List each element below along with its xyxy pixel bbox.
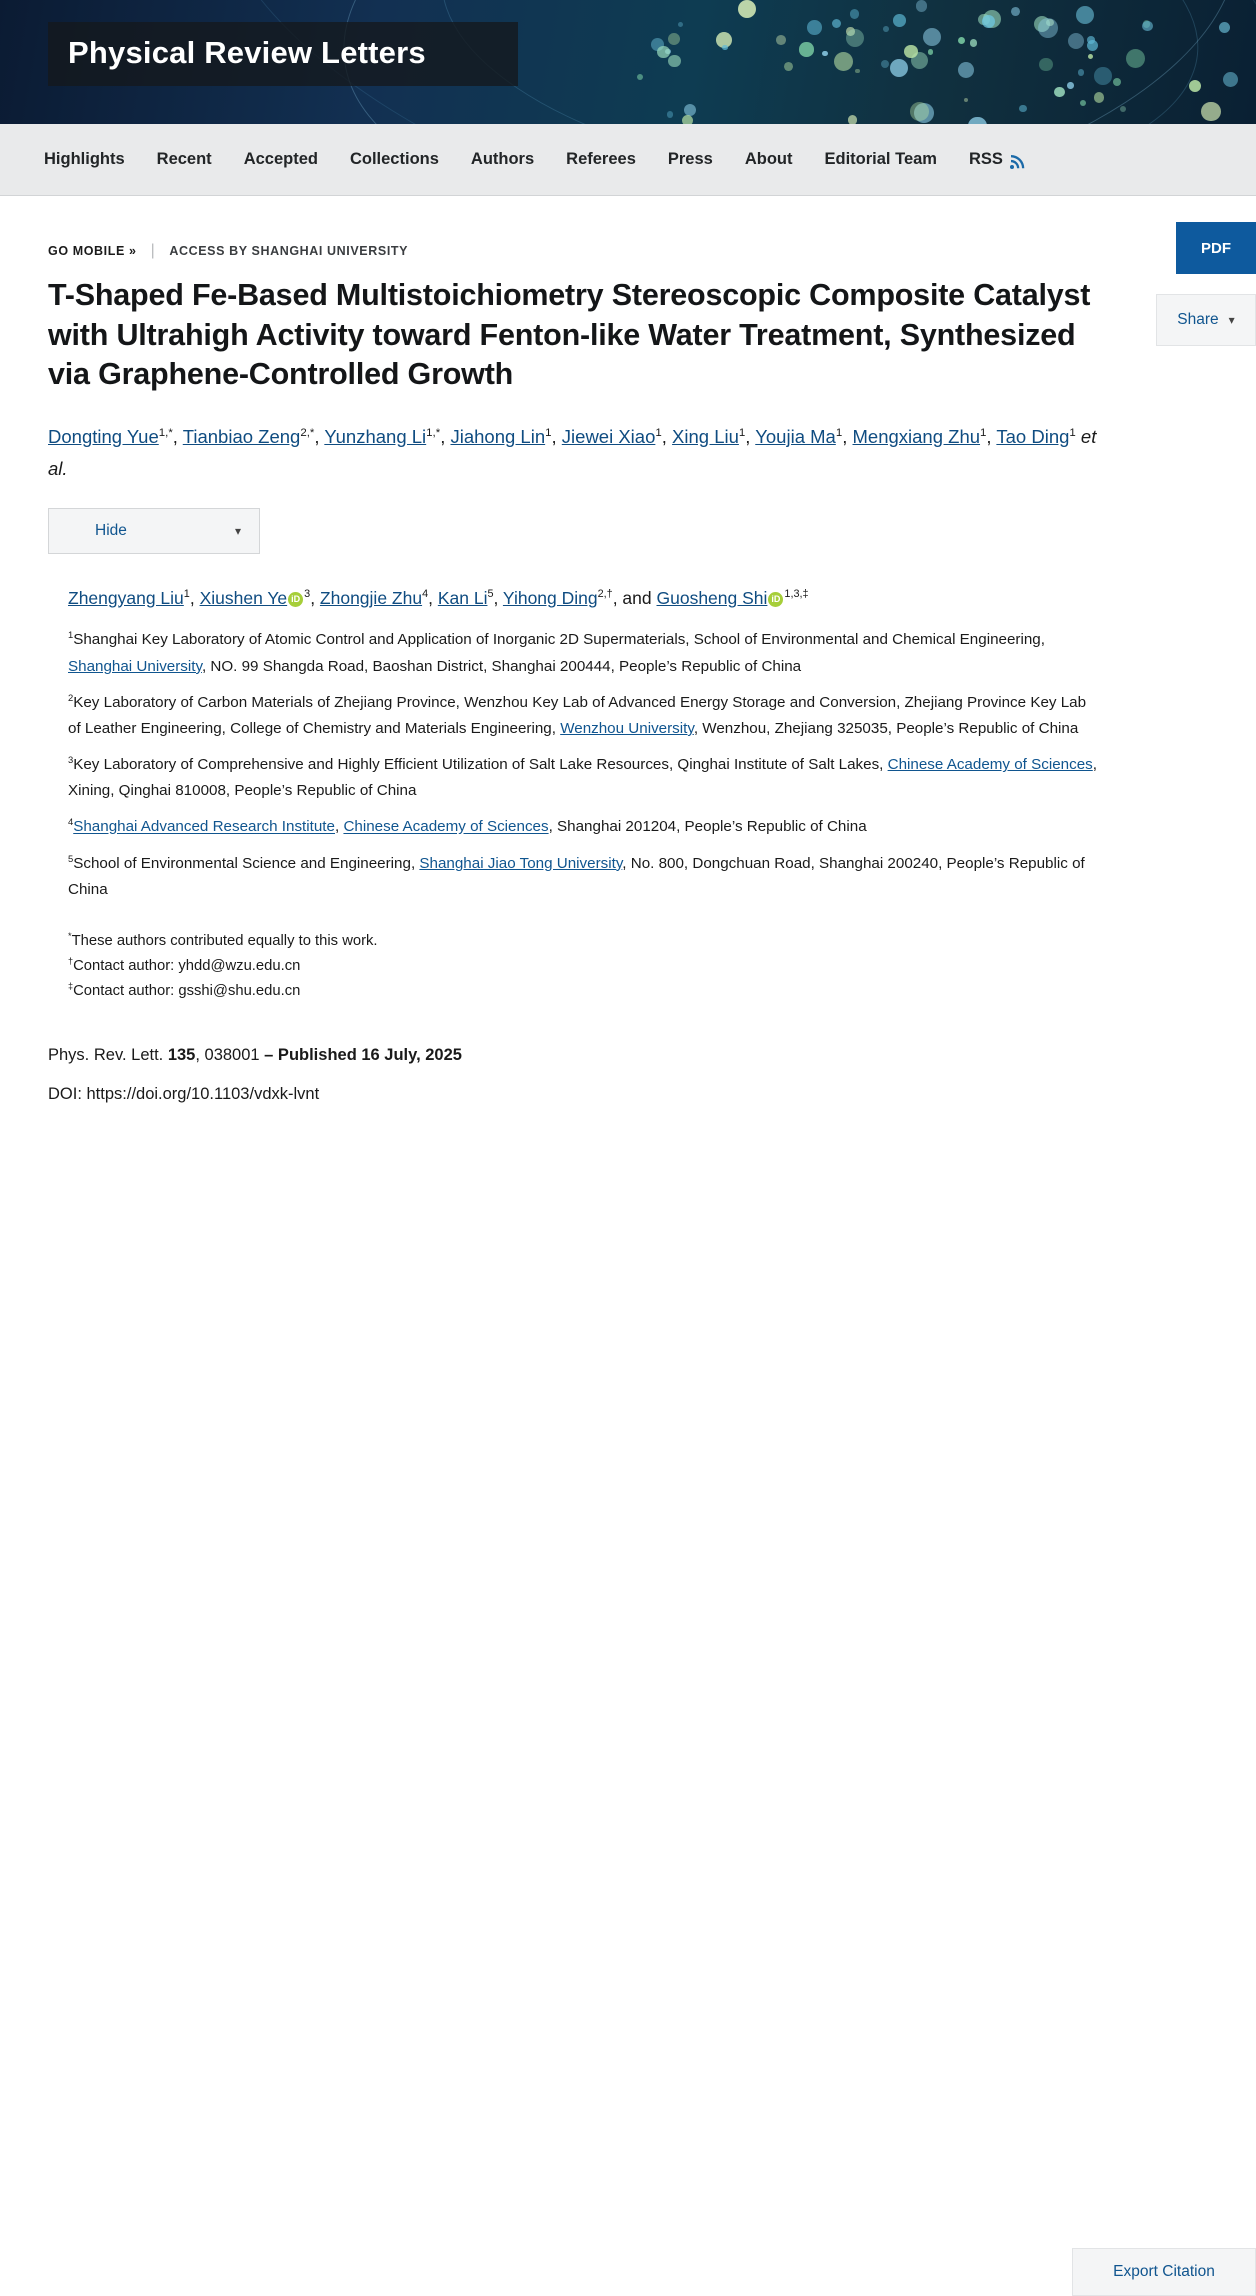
citation-volume: 135 [167, 1045, 196, 1064]
author-link[interactable]: Youjia Ma [755, 425, 836, 447]
institution-link[interactable]: Shanghai University [68, 657, 202, 675]
citation-journal: Phys. Rev. Lett. [48, 1045, 168, 1064]
hide-button-label: Hide [95, 521, 127, 539]
bubble-decoration [1038, 18, 1058, 38]
bubble-decoration [923, 28, 941, 46]
institution-link[interactable]: Chinese Academy of Sciences [887, 756, 1093, 774]
bubble-decoration [916, 0, 928, 12]
orcid-icon[interactable]: iD [288, 592, 303, 607]
access-label: ACCESS BY SHANGHAI UNIVERSITY [169, 244, 409, 258]
author-link[interactable]: Xing Liu [672, 425, 739, 447]
citation-article-number: , 038001 [195, 1045, 265, 1064]
bubble-decoration [883, 26, 889, 32]
go-mobile-link[interactable]: GO MOBILE » [48, 244, 137, 258]
bubble-decoration [928, 49, 934, 55]
bubble-decoration [893, 14, 905, 26]
author-affiliation-marker: 3 [304, 587, 311, 600]
nav-label: Highlights [44, 150, 125, 168]
author-affiliation-marker: 1 [655, 426, 662, 439]
author-link[interactable]: Kan Li [437, 587, 488, 608]
bubble-decoration [1011, 7, 1020, 16]
bubble-decoration [910, 102, 929, 121]
pdf-button[interactable]: PDF [1176, 222, 1256, 274]
bubble-decoration [776, 35, 786, 45]
institution-link[interactable]: Chinese Academy of Sciences [343, 818, 549, 836]
bubble-decoration [1067, 82, 1073, 88]
affiliation-item: $^5$School of Environmental Science and Engineering, Shanghai Jiao Tong University, No. 800, Dongchuan Road, Shanghai 200240, People’s Republic of China [68, 852, 1085, 898]
affiliation-item: $^4$Shanghai Advanced Research Institute, Chinese Academy of Sciences, Shanghai 201204, People’s Republic of China [68, 816, 867, 836]
nav-item-press[interactable] [668, 150, 713, 169]
bubble-decoration [1126, 49, 1145, 68]
share-button[interactable] [1156, 294, 1256, 346]
nav-item-collections[interactable] [350, 150, 439, 169]
author-link[interactable]: Jiewei Xiao [561, 425, 656, 447]
author-link[interactable]: Zhongjie Zhu [319, 587, 423, 608]
bubble-decoration [722, 45, 727, 50]
affiliation-item: $^1$Shanghai Key Laboratory of Atomic Control and Application of Inorganic 2D Supermaterials, School of Environmental and Chemical Engineering, Shanghai University, NO. 99 Shangda Road, Baoshan District, Shanghai 200444, People’s Republic of China [68, 629, 1045, 675]
bubble-decoration [1223, 72, 1238, 87]
nav-item-about[interactable] [745, 150, 793, 169]
bubble-decoration [1120, 106, 1126, 112]
nav-item-highlights[interactable] [44, 150, 125, 169]
bubble-decoration [678, 22, 683, 27]
bubble-decoration [890, 59, 908, 77]
bubble-decoration [799, 42, 813, 56]
affiliation-item: $^2$Key Laboratory of Carbon Materials of Zhejiang Province, Wenzhou Key Lab of Advanced Energy Storage and Conversion, Zhejiang Province Key Lab of Leather Engineering, College of Chemistry and Materials Engineering, Wenzhou University, Wenzhou, Zhejiang 325035, People’s Republic of China [68, 691, 1087, 737]
bubble-decoration [1094, 92, 1104, 102]
author-affiliation-marker: 1 [183, 587, 190, 600]
nav-item-recent[interactable] [157, 150, 212, 169]
bubble-decoration [1078, 69, 1084, 75]
author-affiliation-marker: 1 [1069, 426, 1076, 439]
bubble-decoration [848, 115, 858, 124]
nav-label: Referees [566, 150, 636, 168]
bubble-decoration [834, 52, 853, 71]
bubble-decoration [881, 60, 889, 68]
bubble-decoration [807, 20, 822, 35]
nav-label: Collections [349, 150, 439, 168]
journal-title-box [48, 22, 518, 86]
note-marker: * [68, 931, 72, 942]
article-header [0, 196, 1256, 2280]
bubble-decoration [958, 37, 965, 44]
author-affiliation-marker: 2,† [597, 587, 613, 600]
bubble-decoration [1189, 80, 1201, 92]
doi-line: DOI: https://doi.org/10.1103/vdxk-lvnt [48, 1084, 320, 1103]
author-affiliation-marker: 1,* [426, 426, 441, 439]
author-affiliation-marker: 1 [835, 426, 843, 439]
institution-link[interactable]: Wenzhou University [560, 719, 694, 737]
nav-label: Recent [156, 150, 212, 168]
author-affiliation-marker: 1 [545, 426, 552, 439]
orcid-icon[interactable]: iD [768, 592, 783, 607]
affiliation-item: $^3$Key Laboratory of Comprehensive and Highly Efficient Utilization of Salt Lake Resources, Qinghai Institute of Salt Lakes, Chinese Academy of Sciences, Xining, Qinghai 810008, People’s Republic of China [68, 754, 1097, 800]
banner-bubbles [636, 0, 1256, 124]
author-affiliation-marker: 1,* [158, 426, 173, 439]
breadcrumb [48, 242, 1208, 260]
bubble-decoration [1219, 22, 1230, 33]
bubble-decoration [982, 15, 995, 28]
nav-label: Press [667, 150, 713, 168]
author-affiliation-marker: 5 [487, 587, 494, 600]
bubble-decoration [1088, 54, 1093, 59]
bubble-decoration [668, 55, 681, 68]
author-link[interactable]: Jiahong Lin [450, 425, 546, 447]
bubble-decoration [1113, 78, 1122, 87]
bubble-decoration [1039, 58, 1052, 71]
bubble-decoration [1076, 6, 1094, 24]
author-notes [68, 929, 1208, 1004]
bubble-decoration [684, 104, 696, 116]
author-affiliation-marker: 1 [980, 426, 987, 439]
nav-item-rss[interactable] [969, 150, 1025, 169]
chevron-down-icon: ▾ [1228, 313, 1235, 327]
nav-label: Editorial Team [824, 150, 937, 168]
note-marker: ‡ [68, 980, 74, 991]
bubble-decoration [970, 39, 978, 47]
bubble-decoration [1201, 102, 1220, 121]
bubble-decoration [958, 62, 974, 78]
page-title: T-Shaped Fe-Based Multistoichiometry Stereoscopic Composite Catalyst with Ultrahigh Activity toward Fenton-like Water Treatment, Synthesized via Graphene-Controlled Growth [48, 278, 1091, 392]
bubble-decoration [1080, 100, 1086, 106]
bubble-decoration [637, 74, 644, 81]
author-link[interactable]: Mengxiang Zhu [852, 425, 981, 447]
author-link[interactable]: Tao Ding [996, 425, 1070, 447]
bubble-decoration [850, 9, 860, 19]
bubble-decoration [968, 117, 987, 124]
bubble-decoration [1054, 87, 1064, 97]
nav-label: Accepted [243, 150, 318, 168]
affiliation-marker: 1 [68, 629, 74, 641]
affiliation-marker: 3 [68, 754, 74, 766]
bubble-decoration [855, 69, 859, 73]
author-link[interactable]: Dongting Yue [48, 425, 159, 447]
author-affiliation-marker: 4 [422, 587, 429, 600]
author-affiliation-marker: 1 [738, 426, 746, 439]
author-list-primary: Dongting Yue$^{1,*}$, Tianbiao Zeng$^{2,*}$, Yunzhang $Li^{1,*}$, Jiahong Lin$^1$, Jiewei Xiao$^1$, Xing Liu$^1$, Youjia Ma$^1$, Mengxiang Zhu$^1$, Tao Ding$^1$ et al. [48, 425, 1097, 480]
author-link[interactable]: Yihong Ding [502, 587, 598, 608]
nav-label: RSS [968, 150, 1003, 168]
et-al-label: et al. [48, 425, 1097, 480]
author-link[interactable]: Zhengyang Liu [68, 587, 184, 608]
author-affiliation-marker: 1,3,‡ [784, 587, 809, 600]
bubble-decoration [1142, 21, 1152, 31]
citation-published: – Published 16 July, 2025 [264, 1045, 462, 1064]
nav-item-accepted[interactable] [244, 150, 318, 169]
bubble-decoration [1094, 67, 1112, 85]
bubble-decoration [1019, 105, 1027, 113]
author-link[interactable]: Tianbiao Zeng [182, 425, 301, 447]
export-citation-button[interactable]: Export Citation [1072, 2248, 1256, 2296]
bubble-decoration [904, 45, 918, 59]
bubble-decoration [822, 51, 827, 56]
rss-icon [1009, 154, 1025, 170]
nav-label: Authors [470, 150, 535, 168]
author-note: *These authors contributed equally to this work. [68, 931, 378, 949]
author-link[interactable]: Xiushen Ye [199, 587, 288, 608]
author-link[interactable]: Yunzhang Li [324, 425, 427, 447]
bubble-decoration [1087, 36, 1095, 44]
journal-title: Physical Review Letters [68, 35, 426, 70]
breadcrumb-separator: | [150, 242, 156, 259]
nav-item-referees[interactable] [566, 150, 636, 169]
bubble-decoration [682, 115, 693, 124]
affiliation-marker: 5 [68, 852, 74, 864]
affiliation-marker: 4 [68, 816, 74, 828]
bubble-decoration [784, 62, 793, 71]
bubble-decoration [667, 111, 674, 118]
author-link[interactable]: Guosheng Shi [656, 587, 768, 608]
bubble-decoration [832, 19, 842, 29]
author-list-secondary: Zhengyang Liu$^1$, Xiushen Ye iD $^3$, Zhongjie Zhu$^4$, Kan Li$^5$, Yihong Ding$^{2,\dagger}$, and Guosheng Shi iD $^{1,3,\ddagger}$ [68, 587, 809, 608]
author-note: ‡Contact author: gsshi@shu.edu.cn [68, 980, 301, 999]
affiliation-list [48, 627, 1208, 903]
author-note: †Contact author: yhdd@wzu.edu.cn [68, 955, 301, 974]
bubble-decoration [738, 0, 756, 18]
main-navigation [0, 124, 1256, 196]
author-affiliation-marker: 2,* [300, 426, 315, 439]
nav-label: About [744, 150, 793, 168]
hide-authors-button[interactable] [48, 508, 260, 554]
citation-line [48, 1046, 1208, 1065]
site-banner [0, 0, 1256, 124]
chevron-down-icon: ▾ [234, 523, 241, 538]
institution-link[interactable]: Shanghai Jiao Tong University [419, 854, 623, 872]
bubble-decoration [964, 98, 968, 102]
institution-link[interactable]: Shanghai Advanced Research Institute [73, 818, 335, 836]
bubble-decoration [668, 33, 680, 45]
note-marker: † [68, 955, 74, 966]
affiliation-marker: 2 [68, 691, 74, 703]
nav-item-authors[interactable] [471, 150, 534, 169]
bubble-decoration [1068, 33, 1085, 50]
bubble-decoration [657, 46, 669, 58]
nav-item-editorial-team[interactable] [825, 150, 937, 169]
bubble-decoration [846, 29, 864, 47]
share-label: Share [1177, 311, 1219, 328]
